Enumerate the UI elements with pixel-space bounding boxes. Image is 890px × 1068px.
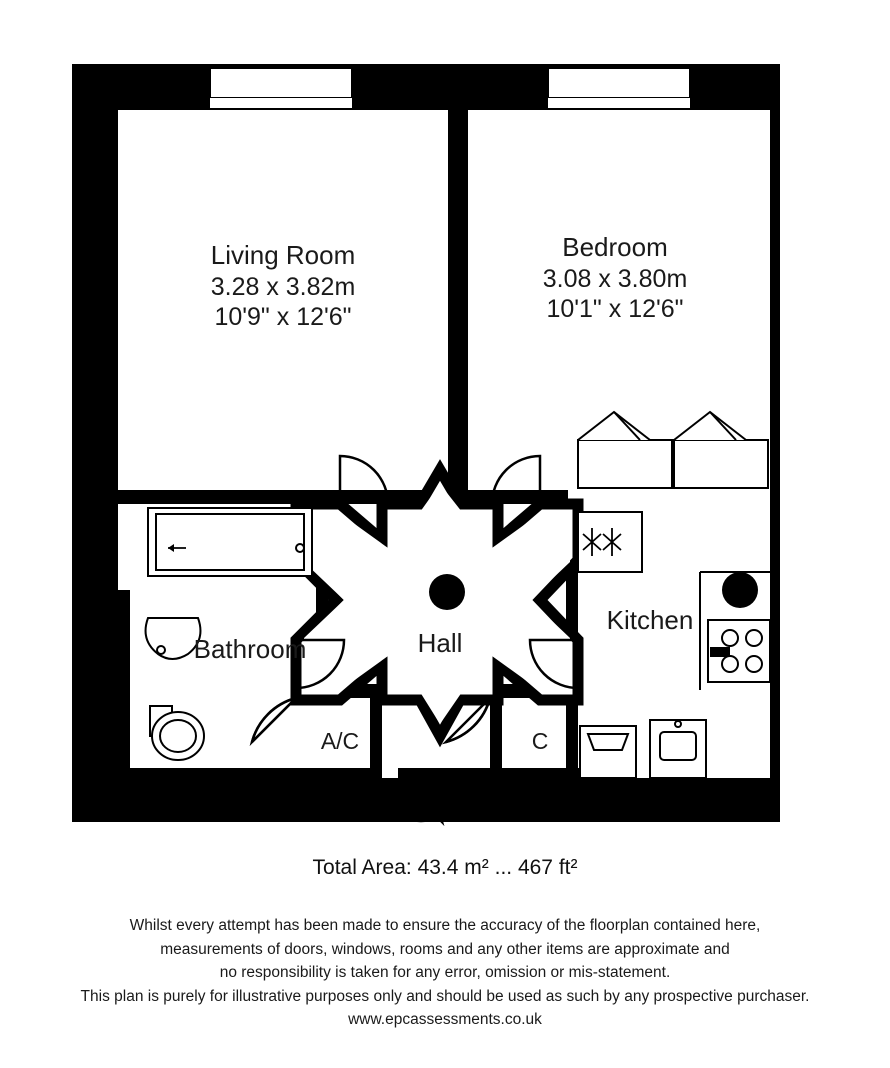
room-label-bedroom — [450, 232, 780, 325]
room-dim-imperial: 10'1" x 12'6" — [546, 295, 684, 324]
room-name: Kitchen — [606, 605, 694, 635]
room-label-kitchen — [545, 605, 755, 637]
room-label-living-room — [118, 240, 448, 333]
room-dim-imperial: 10'9" x 12'6" — [214, 303, 352, 332]
room-name: Hall — [417, 628, 463, 658]
disclaimer-line-4: This plan is purely for illustrative purposes only and should be used as such by any prospective purchaser. — [80, 987, 810, 1005]
room-label-hall — [365, 628, 515, 660]
room-label-ac-cupboard: A/C — [320, 728, 360, 754]
room-name: Bathroom — [193, 634, 307, 664]
disclaimer-line-2: measurements of doors, windows, rooms and any other items are approximate and — [160, 940, 730, 958]
disclaimer-line-3: no responsibility is taken for any error, omission or mis-statement. — [219, 964, 671, 982]
room-name: Living Room — [210, 240, 356, 270]
room-dim-metric: 3.08 x 3.80m — [542, 264, 688, 293]
room-label-bathroom — [115, 634, 385, 666]
website-url: www.epcassessments.co.uk — [348, 1011, 542, 1029]
disclaimer-line-1: Whilst every attempt has been made to ensure the accuracy of the floorplan contained here, — [129, 917, 761, 934]
total-area-text: Total Area: 43.4 m² ... 467 ft² — [312, 856, 578, 879]
room-name: Bedroom — [562, 232, 668, 262]
footer — [0, 856, 890, 1032]
room-label-c-cupboard: C — [531, 728, 549, 754]
room-dim-metric: 3.28 x 3.82m — [210, 272, 356, 301]
